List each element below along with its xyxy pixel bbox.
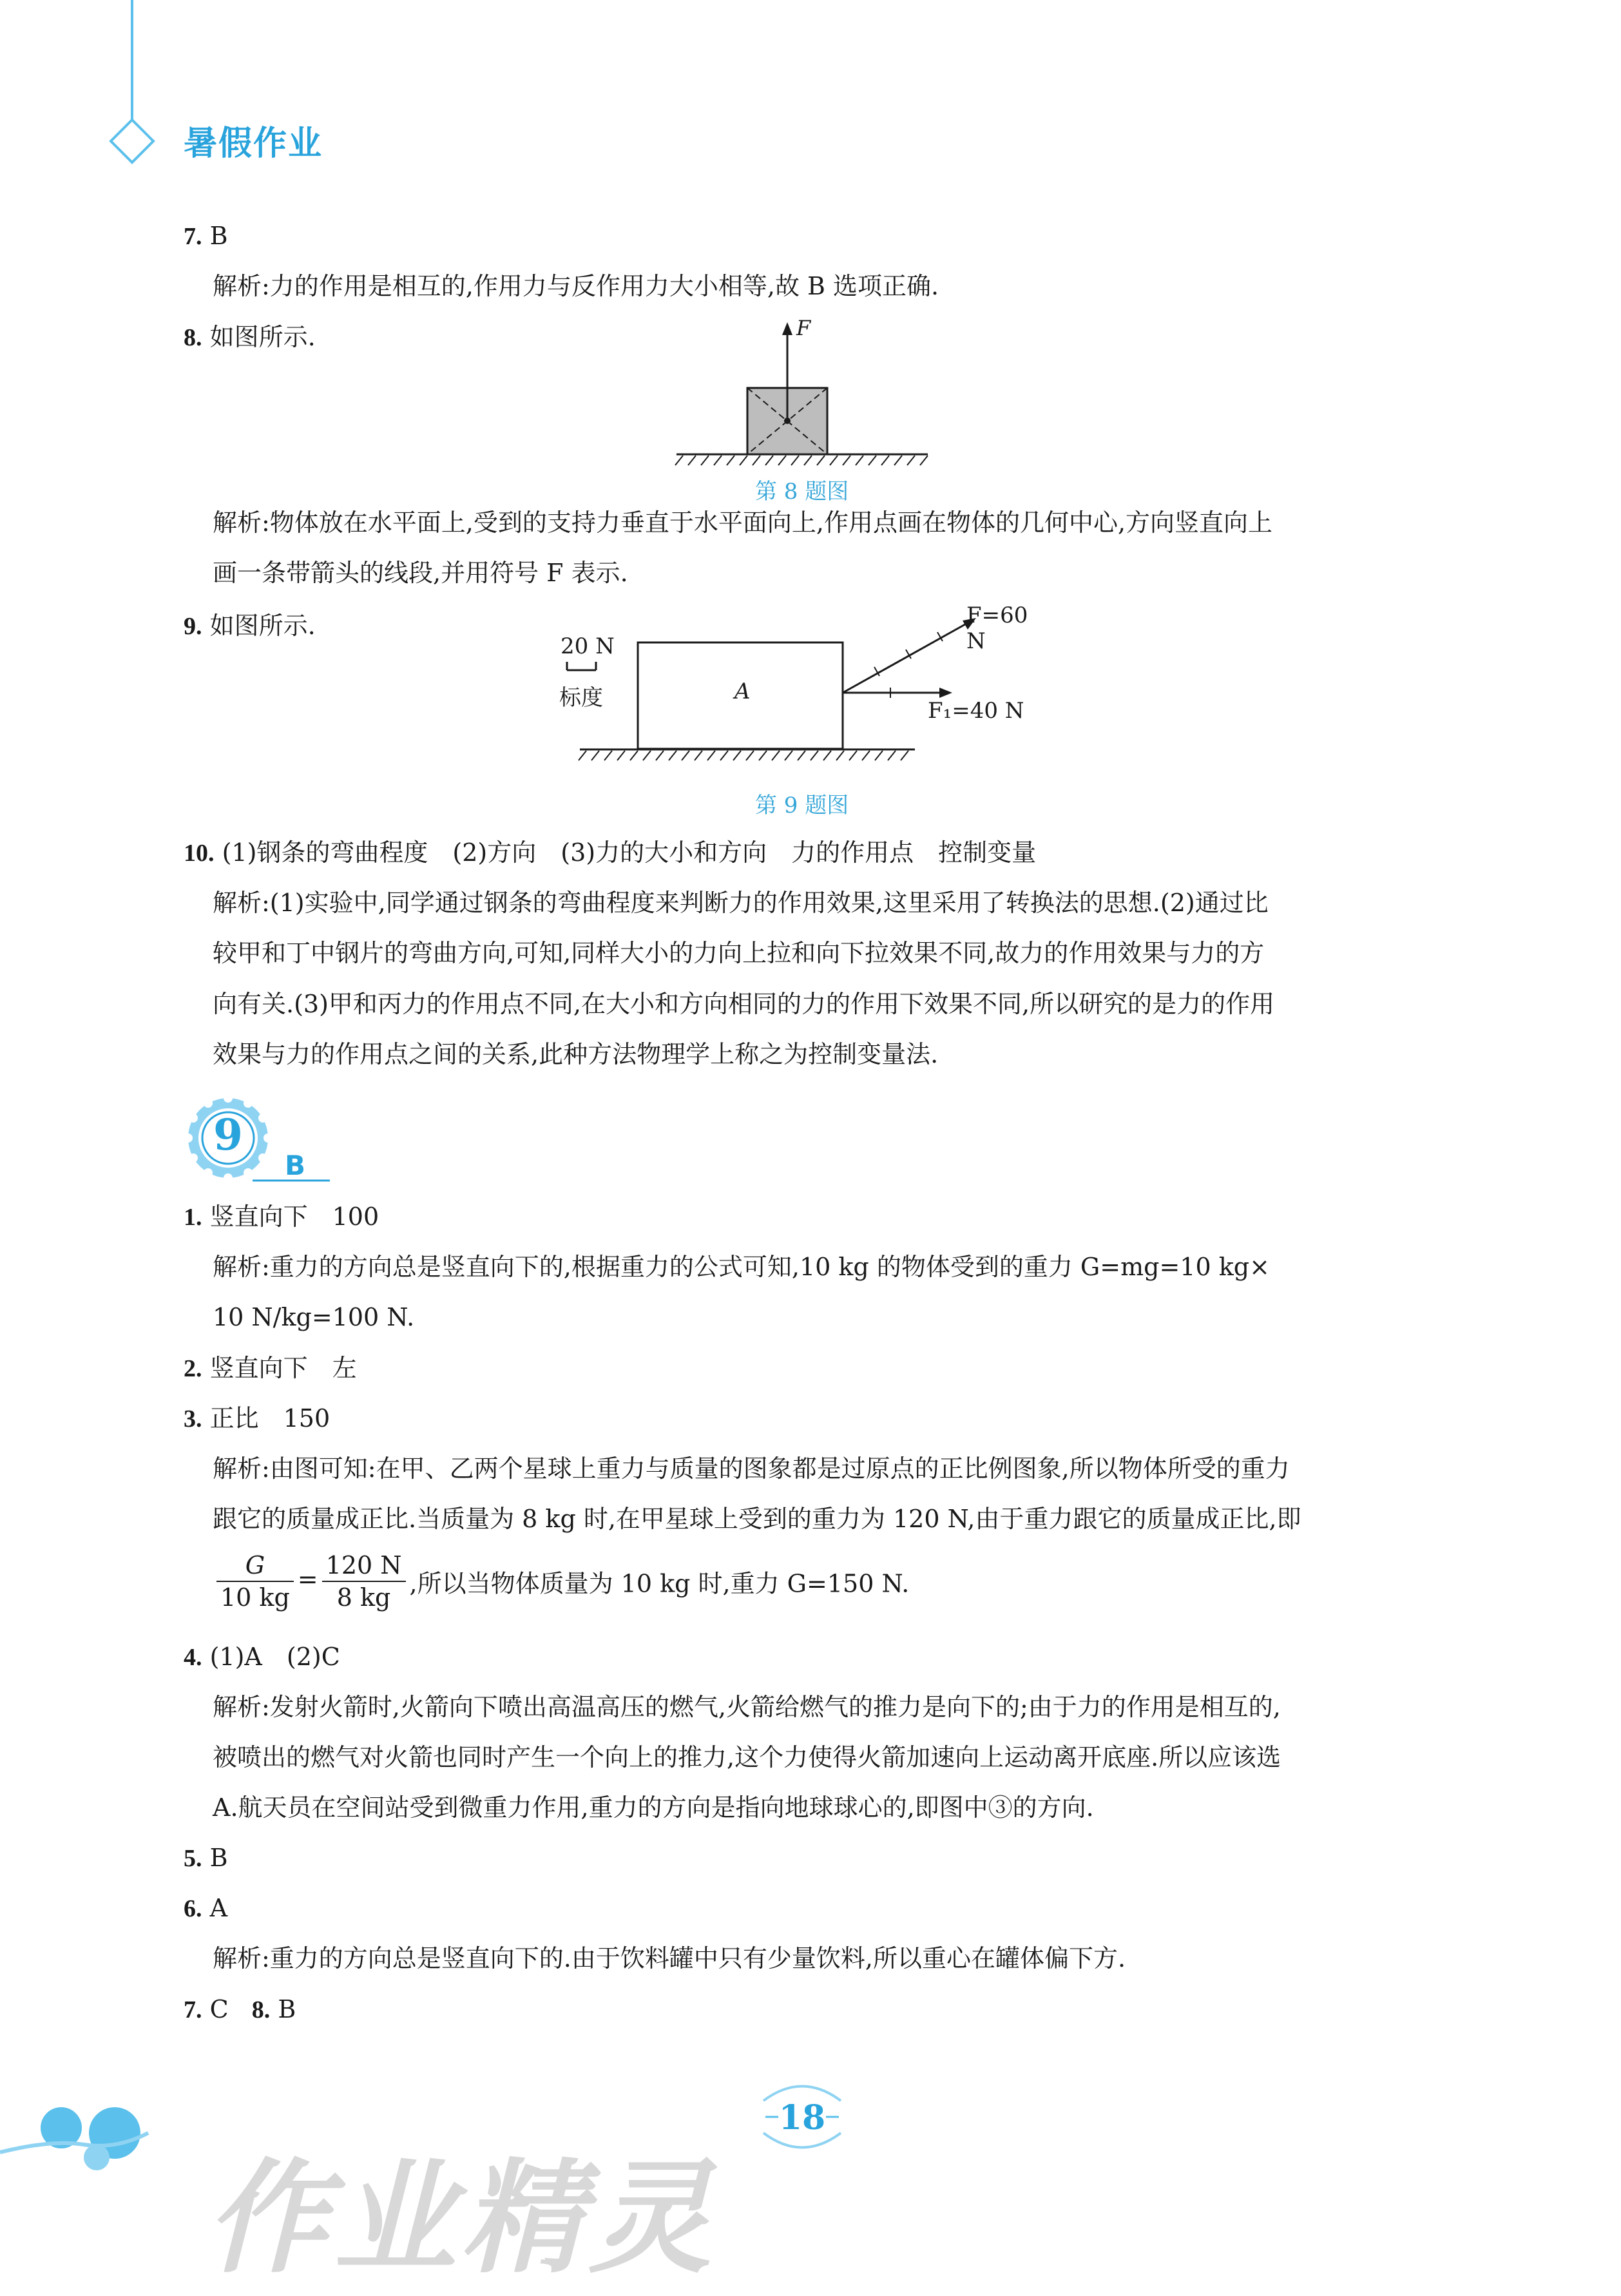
- q10-explanation-1: 解析:(1)实验中,同学通过钢条的弯曲程度来判断力的作用效果,这里采用了转换法的思想.(2)通过比: [213, 889, 1269, 917]
- s9-q3-formula-line: [213, 1550, 909, 1613]
- s9-q6-answer-line: [184, 1891, 1621, 1925]
- answer-text: (1)钢条的弯曲程度 (2)方向 (3)力的大小和方向 力的作用点 控制变量: [222, 838, 1037, 867]
- question-number: 5.: [184, 1845, 202, 1872]
- question-number: 6.: [184, 1895, 202, 1922]
- s9-q5-answer-line: [184, 1841, 1621, 1875]
- force-label-F1: F₁=40 N: [928, 698, 1024, 724]
- answer-text: 竖直向下 100: [209, 1202, 379, 1231]
- page-number-badge: [754, 2075, 850, 2159]
- s9-q4-explanation-3: A.航天员在空间站受到微重力作用,重力的方向是指向地球球心的,即图中③的方向.: [213, 1793, 1094, 1822]
- s9-q1-answer-line: [184, 1200, 1621, 1234]
- q9-figure: [554, 603, 1044, 770]
- s9-q3-explanation-1: 解析:由图可知:在甲、乙两个星球上重力与质量的图象都是过原点的正比例图象,所以物体所受的重力: [213, 1454, 1290, 1483]
- question-number: 4.: [184, 1644, 202, 1671]
- q10-explanation-4: 效果与力的作用点之间的关系,此种方法物理学上称之为控制变量法.: [213, 1040, 939, 1068]
- badge-flower-icon: [182, 1095, 349, 1186]
- s9-q3-answer-line: [184, 1402, 1621, 1436]
- watermark: 作业精灵: [206, 2147, 717, 2290]
- answer-text: 如图所示.: [209, 612, 316, 640]
- s9-q6-explanation: 解析:重力的方向总是竖直向下的.由于饮料罐中只有少量饮料,所以重心在罐体偏下方.: [213, 1944, 1126, 1973]
- scale-label: 标度: [559, 685, 603, 711]
- question-number: 8.: [184, 324, 202, 351]
- q8-figure: [670, 316, 941, 470]
- q8-explanation-1: 解析:物体放在水平面上,受到的支持力垂直于水平面向上,作用点画在物体的几何中心,方向竖直向上: [213, 508, 1273, 537]
- answer-text: 如图所示.: [209, 323, 316, 351]
- answer-text: (1)A (2)C: [209, 1643, 340, 1671]
- s9-q4-explanation-2: 被喷出的燃气对火箭也同时产生一个向上的推力,这个力使得火箭加速向上运动离开底座.所以应该选: [213, 1743, 1281, 1771]
- q10-explanation-3: 向有关.(3)甲和丙力的作用点不同,在大小和方向相同的力的作用下效果不同,所以研究的是力的作用: [213, 990, 1275, 1018]
- question-number: 3.: [184, 1405, 202, 1433]
- q9-figure-caption: 第 9 题图: [755, 793, 849, 818]
- force-label-F: F: [796, 316, 811, 340]
- fraction-120n-over-8kg: [322, 1550, 406, 1613]
- question-number: 2.: [184, 1355, 202, 1382]
- formula-continuation: ,所以当物体质量为 10 kg 时,重力 G=150 N.: [409, 1569, 910, 1598]
- question-number: 7.: [184, 223, 202, 250]
- q7-answer-line: [184, 219, 1621, 253]
- equals-sign: =: [297, 1565, 318, 1594]
- q10-explanation-2: 较甲和丁中钢片的弯曲方向,可知,同样大小的力向上拉和向下拉效果不同,故力的作用效果与力的方: [213, 939, 1265, 967]
- question-number: 8.: [251, 1996, 271, 2023]
- fraction-numerator: 120 N: [322, 1550, 406, 1582]
- question-number: 1.: [184, 1204, 202, 1231]
- answer-text: 竖直向下 左: [209, 1354, 357, 1382]
- s9-q3-explanation-2: 跟它的质量成正比.当质量为 8 kg 时,在甲星球上受到的重力为 120 N,由于重力跟它的质量成正比,即: [213, 1505, 1301, 1533]
- page-header-title: 暑假作业: [184, 124, 323, 163]
- s9-q1-explanation-1: 解析:重力的方向总是竖直向下的,根据重力的公式可知,10 kg 的物体受到的重力 G=mg=10 kg×: [213, 1253, 1270, 1281]
- s9-q1-explanation-2: 10 N/kg=100 N.: [213, 1303, 415, 1331]
- bubbles-icon: [0, 2094, 193, 2172]
- question-number: 10.: [184, 840, 215, 867]
- footer-bubbles: [0, 2094, 193, 2172]
- box-label-A: A: [734, 679, 751, 704]
- answer-text: B: [209, 222, 228, 250]
- s9-q2-answer-line: [184, 1351, 1621, 1385]
- q7-explanation: 解析:力的作用是相互的,作用力与反作用力大小相等,故 B 选项正确.: [213, 272, 939, 300]
- question-number: 9.: [184, 613, 202, 640]
- difficulty-level: B: [285, 1150, 306, 1181]
- q8-explanation-2: 画一条带箭头的线段,并用符号 F 表示.: [213, 559, 628, 587]
- question-number: 7.: [184, 1996, 202, 2023]
- q10-answer-line: [184, 836, 1621, 870]
- fraction-denominator: 8 kg: [336, 1583, 391, 1612]
- answer-text: C: [209, 1995, 229, 2023]
- fraction-denominator: 10 kg: [220, 1583, 290, 1612]
- section-badge: [182, 1095, 349, 1186]
- page-number: 18: [778, 2098, 826, 2137]
- answer-text: 正比 150: [209, 1404, 331, 1433]
- s9-q4-explanation-1: 解析:发射火箭时,火箭向下喷出高温高压的燃气,火箭给燃气的推力是向下的;由于力的作用是相互的,: [213, 1693, 1281, 1721]
- q8-figure-caption: 第 8 题图: [755, 479, 849, 505]
- answer-text: B: [209, 1844, 228, 1872]
- section-number: 9: [213, 1110, 243, 1160]
- fraction-g-over-10kg: [216, 1550, 294, 1613]
- s9-q4-answer-line: [184, 1640, 1621, 1674]
- fraction-numerator: G: [216, 1550, 294, 1582]
- force-label-F: F=60 N: [966, 603, 1028, 654]
- answer-text: A: [209, 1894, 228, 1922]
- s9-q7-q8-answer-line: [184, 1992, 1621, 2027]
- answer-text: B: [278, 1995, 296, 2023]
- scale-value: 20 N: [561, 633, 615, 659]
